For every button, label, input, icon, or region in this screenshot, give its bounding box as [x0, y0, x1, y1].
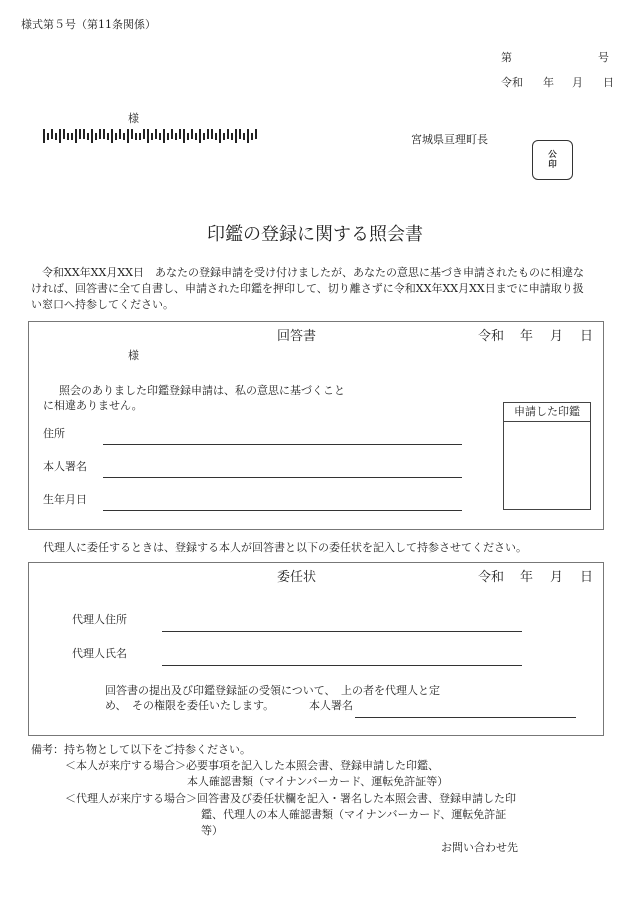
notes-proxy-line2: 鑑、代理人の本人確認書類（マイナンバーカード、運転免許証: [201, 808, 507, 821]
document-number-suffix: 号: [598, 51, 609, 64]
page-title: 印鑑の登録に関する照会書: [207, 224, 423, 245]
issue-date-month: 月: [572, 76, 583, 89]
address-field[interactable]: [103, 444, 462, 445]
proxy-address-field[interactable]: [162, 631, 522, 632]
signature-label: 本人署名: [43, 460, 87, 473]
issuer-name: 宮城県亘理町長: [411, 133, 488, 146]
notes-self-line1: ＜本人が来庁する場合＞必要事項を記入した本照会書、登録申請した印鑑、: [65, 759, 439, 772]
reply-statement-line1: 照会のありました印鑑登録申請は、私の意思に基づくこと: [59, 384, 345, 397]
reply-honorific: 様: [128, 349, 139, 362]
stamp-area-label: 申請した印鑑: [504, 403, 590, 422]
addressee-honorific: 様: [128, 112, 139, 125]
address-label: 住所: [43, 427, 65, 440]
contact-label: お問い合わせ先: [441, 841, 518, 854]
proxy-name-field[interactable]: [162, 665, 522, 666]
official-seal: 公印: [532, 140, 573, 180]
principal-signature-field[interactable]: [355, 717, 576, 718]
birthdate-field[interactable]: [103, 510, 462, 511]
reply-date: 令和 年 月 日: [478, 329, 594, 344]
proxy-form-heading: 委任状: [277, 570, 317, 585]
proxy-name-label: 代理人氏名: [72, 647, 127, 660]
issue-date-era: 令和: [501, 76, 523, 89]
notes-proxy-line1: ＜代理人が来庁する場合＞回答書及び委任状欄を記入・署名した本照会書、登録申請した印: [65, 792, 516, 805]
issue-date-year: 年: [543, 76, 554, 89]
birthdate-label: 生年月日: [43, 493, 87, 506]
proxy-date: 令和 年 月 日: [478, 570, 594, 585]
proxy-statement-line2: め、 その権限を委任いたします。: [105, 699, 275, 712]
form-number: 様式第５号（第11条関係）: [21, 18, 156, 31]
notes-heading: 備考：持ち物として以下をご持参ください。: [31, 743, 251, 756]
signature-field[interactable]: [103, 477, 462, 478]
issue-date-day: 日: [603, 76, 614, 89]
notes-proxy-line3: 等）: [201, 824, 223, 837]
document-number-prefix: 第: [501, 51, 512, 64]
reply-form-heading: 回答書: [277, 329, 317, 344]
proxy-statement-line1: 回答書の提出及び印鑑登録証の受領について、 上の者を代理人と定: [105, 684, 441, 697]
customer-barcode-icon: [43, 129, 261, 143]
proxy-address-label: 代理人住所: [72, 613, 127, 626]
reply-statement-line2: に相違ありません。: [43, 399, 143, 412]
proxy-note: 代理人に委任するときは、登録する本人が回答書と以下の委任状を記入して持参させてください。: [43, 541, 527, 554]
stamp-area[interactable]: [503, 402, 591, 510]
principal-signature-label: 本人署名: [309, 699, 353, 712]
intro-paragraph: 令和XX年XX月XX日 あなたの登録申請を受け付けましたが、あなたの意思に基づき申請されたものに相違なければ、回答書に全て自書し、申請された印鑑を押印して、切り離さずに令和XX年XX月XX日までに申請取り扱い窓口へ持参してください。: [31, 266, 584, 311]
notes-self-line2: 本人確認書類（マイナンバーカード、運転免許証等）: [187, 775, 449, 788]
